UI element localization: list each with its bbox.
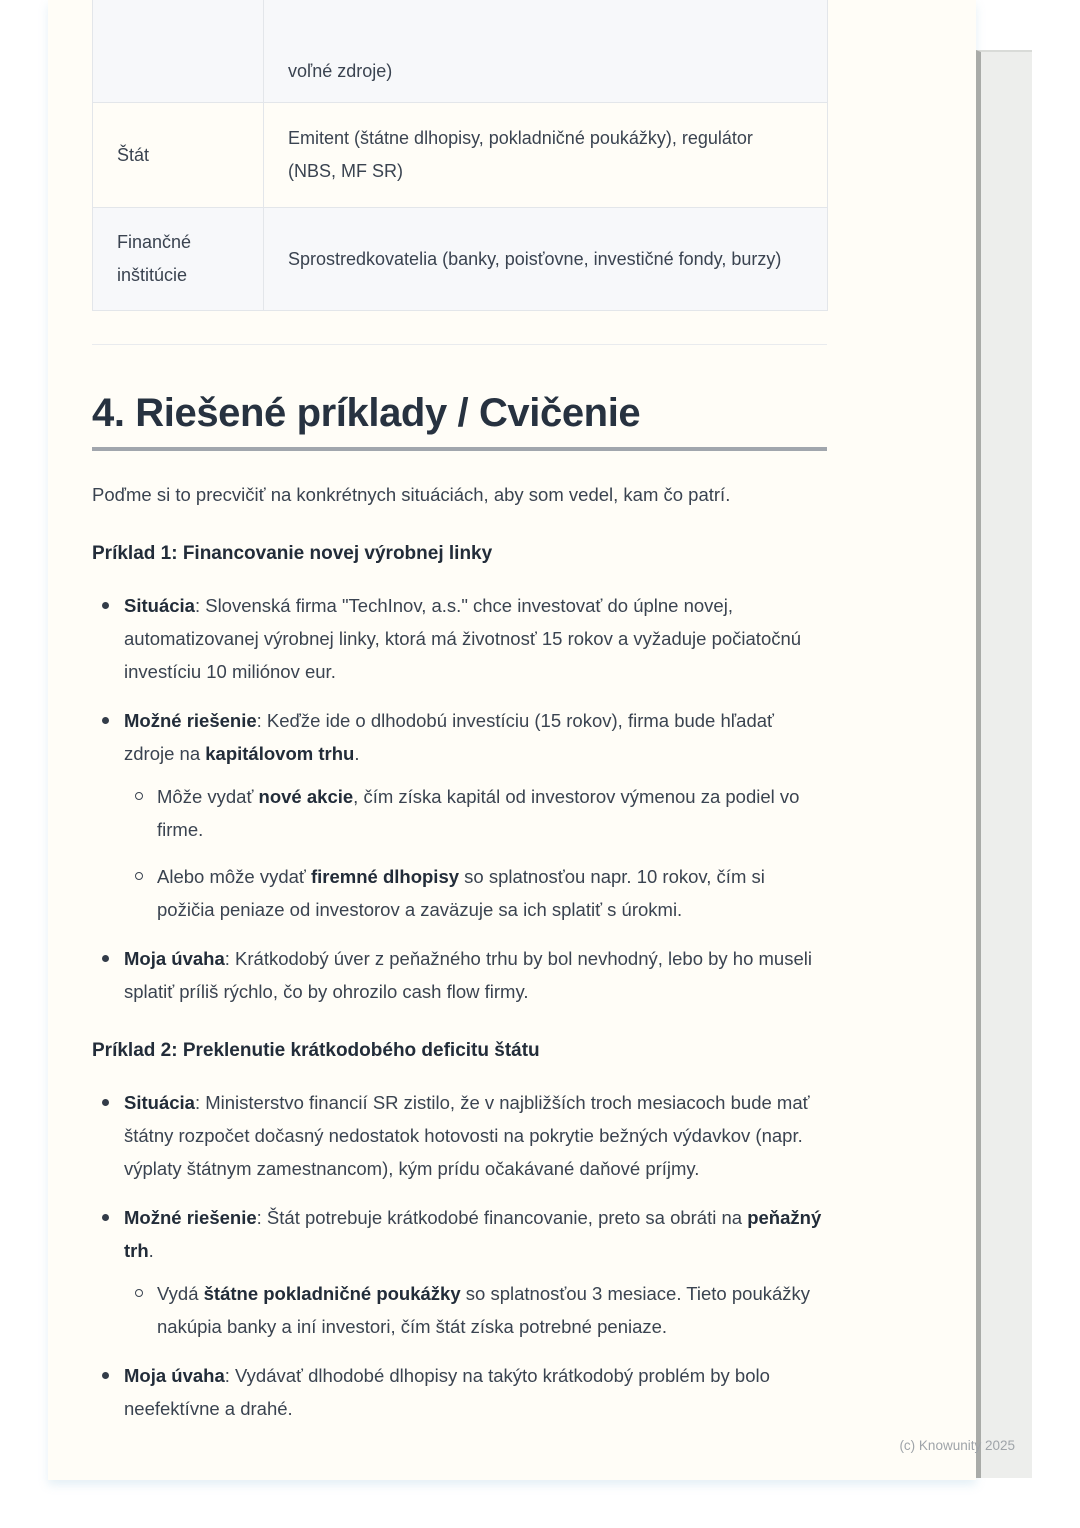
bold-text: Moja úvaha [124, 1365, 225, 1386]
body-text: . [148, 1240, 154, 1261]
bullet-item [92, 942, 827, 1008]
bold-text: nové akcie [258, 786, 354, 807]
bullet-list [92, 1086, 827, 1425]
body-text: : Ministerstvo financií SR zistilo, že v najbližších troch mesiacoch bude mať štátny rozpočet dočasný nedostatok hotovosti na pokrytie bežných výdavkov (napr. výplaty štátnym zamestnancom), kým prídu očakávané daňové príjmy. [124, 1092, 810, 1179]
bullet-disc-icon [102, 717, 109, 724]
market-actors-table [92, 0, 828, 311]
table-row [93, 103, 828, 208]
bold-text: štátne pokladničné poukážky [203, 1283, 461, 1304]
table-cell-term: Finančné inštitúcie [93, 208, 264, 311]
bullet-item [92, 1201, 827, 1343]
bold-text: Možné riešenie [124, 710, 257, 731]
section-divider [92, 344, 827, 345]
body-text: : Slovenská firma "TechInov, a.s." chce investovať do úplne novej, automatizovanej výrobnej linky, ktorá má životnosť 15 rokov a vyžaduje počiatočnú investíciu 10 miliónov eur. [124, 595, 802, 682]
table-cell-definition: Sprostredkovatelia (banky, poisťovne, investičné fondy, burzy) [264, 208, 828, 311]
bullet-text [124, 1359, 827, 1425]
next-page-edge [976, 50, 1032, 1478]
example-title: Príklad 2: Preklenutie krátkodobého deficitu štátu [92, 1040, 540, 1061]
document-page [48, 0, 976, 1480]
bold-text: peňažný trh [124, 1207, 822, 1261]
page-content [92, 0, 827, 1425]
bullet-circle-icon [135, 1289, 143, 1297]
bullet-text [124, 1201, 827, 1343]
copyright-watermark: (c) Knowunity 2025 [899, 1438, 1015, 1453]
body-text: so splatnosťou 3 mesiace. Tieto poukážky nakúpia banky a iní investori, čím štát získa potrebné peniaze. [157, 1283, 811, 1337]
bold-text: kapitálovom trhu [205, 743, 355, 764]
bold-text: firemné dlhopisy [311, 866, 460, 887]
sub-bullet-item [124, 1277, 827, 1343]
body-text: . [354, 743, 360, 764]
table-row [93, 208, 828, 311]
bullet-item [92, 589, 827, 688]
bullet-text [124, 589, 827, 688]
heading-underline [92, 447, 827, 451]
body-text: : Vydávať dlhodobé dlhopisy na takýto krátkodobý problém by bolo neefektívne a drahé. [124, 1365, 770, 1419]
bullet-text [124, 704, 827, 926]
bullet-disc-icon [102, 955, 109, 962]
bullet-disc-icon [102, 602, 109, 609]
sub-bullet-list [124, 1277, 827, 1343]
example-1-section [92, 537, 827, 1008]
example-title: Príklad 1: Financovanie novej výrobnej linky [92, 543, 493, 564]
table-cell-definition: voľné zdroje) [264, 0, 828, 103]
bullet-list [92, 589, 827, 1008]
bullet-disc-icon [102, 1099, 109, 1106]
body-text: : Štát potrebuje krátkodobé financovanie, preto sa obráti na [256, 1207, 748, 1228]
body-text: , čím získa kapitál od investorov výmenou za podiel vo firme. [157, 786, 800, 840]
body-text: Vydá [157, 1283, 204, 1304]
bold-text: Moja úvaha [124, 948, 225, 969]
body-text: Alebo môže vydať [157, 866, 311, 887]
body-text: Môže vydať [157, 786, 259, 807]
bullet-text [157, 860, 827, 926]
table-row [93, 0, 828, 103]
bullet-text [157, 1277, 827, 1343]
bullet-text [124, 1086, 827, 1185]
table-cell-term: Štát [93, 103, 264, 208]
body-text: so splatnosťou napr. 10 rokov, čím si požičia peniaze od investorov a zaväzuje sa ich splatiť s úrokmi. [157, 866, 765, 920]
sub-bullet-item [124, 860, 827, 926]
bold-text: Možné riešenie [124, 1207, 257, 1228]
bullet-circle-icon [135, 872, 143, 880]
bullet-circle-icon [135, 792, 143, 800]
intro-paragraph: Poďme si to precvičiť na konkrétnych situáciách, aby som vedel, kam čo patrí. [92, 484, 731, 505]
body-text: : Krátkodobý úver z peňažného trhu by bol nevhodný, lebo by ho museli splatiť príliš rýchlo, čo by ohrozilo cash flow firmy. [124, 948, 812, 1002]
sub-bullet-list [124, 780, 827, 926]
example-2-section [92, 1034, 827, 1425]
bullet-text [124, 942, 827, 1008]
bullet-item [92, 704, 827, 926]
section-heading: 4. Riešené príklady / Cvičenie [92, 391, 641, 435]
body-text: : Keďže ide o dlhodobú investíciu (15 rokov), firma bude hľadať zdroje na [124, 710, 774, 764]
bullet-disc-icon [102, 1214, 109, 1221]
table-cell-term [93, 0, 264, 103]
sub-bullet-item [124, 780, 827, 846]
bullet-disc-icon [102, 1372, 109, 1379]
bullet-item [92, 1086, 827, 1185]
table-cell-definition: Emitent (štátne dlhopisy, pokladničné poukážky), regulátor (NBS, MF SR) [264, 103, 828, 208]
bullet-text [157, 780, 827, 846]
bold-text: Situácia [124, 595, 195, 616]
bold-text: Situácia [124, 1092, 195, 1113]
bullet-item [92, 1359, 827, 1425]
